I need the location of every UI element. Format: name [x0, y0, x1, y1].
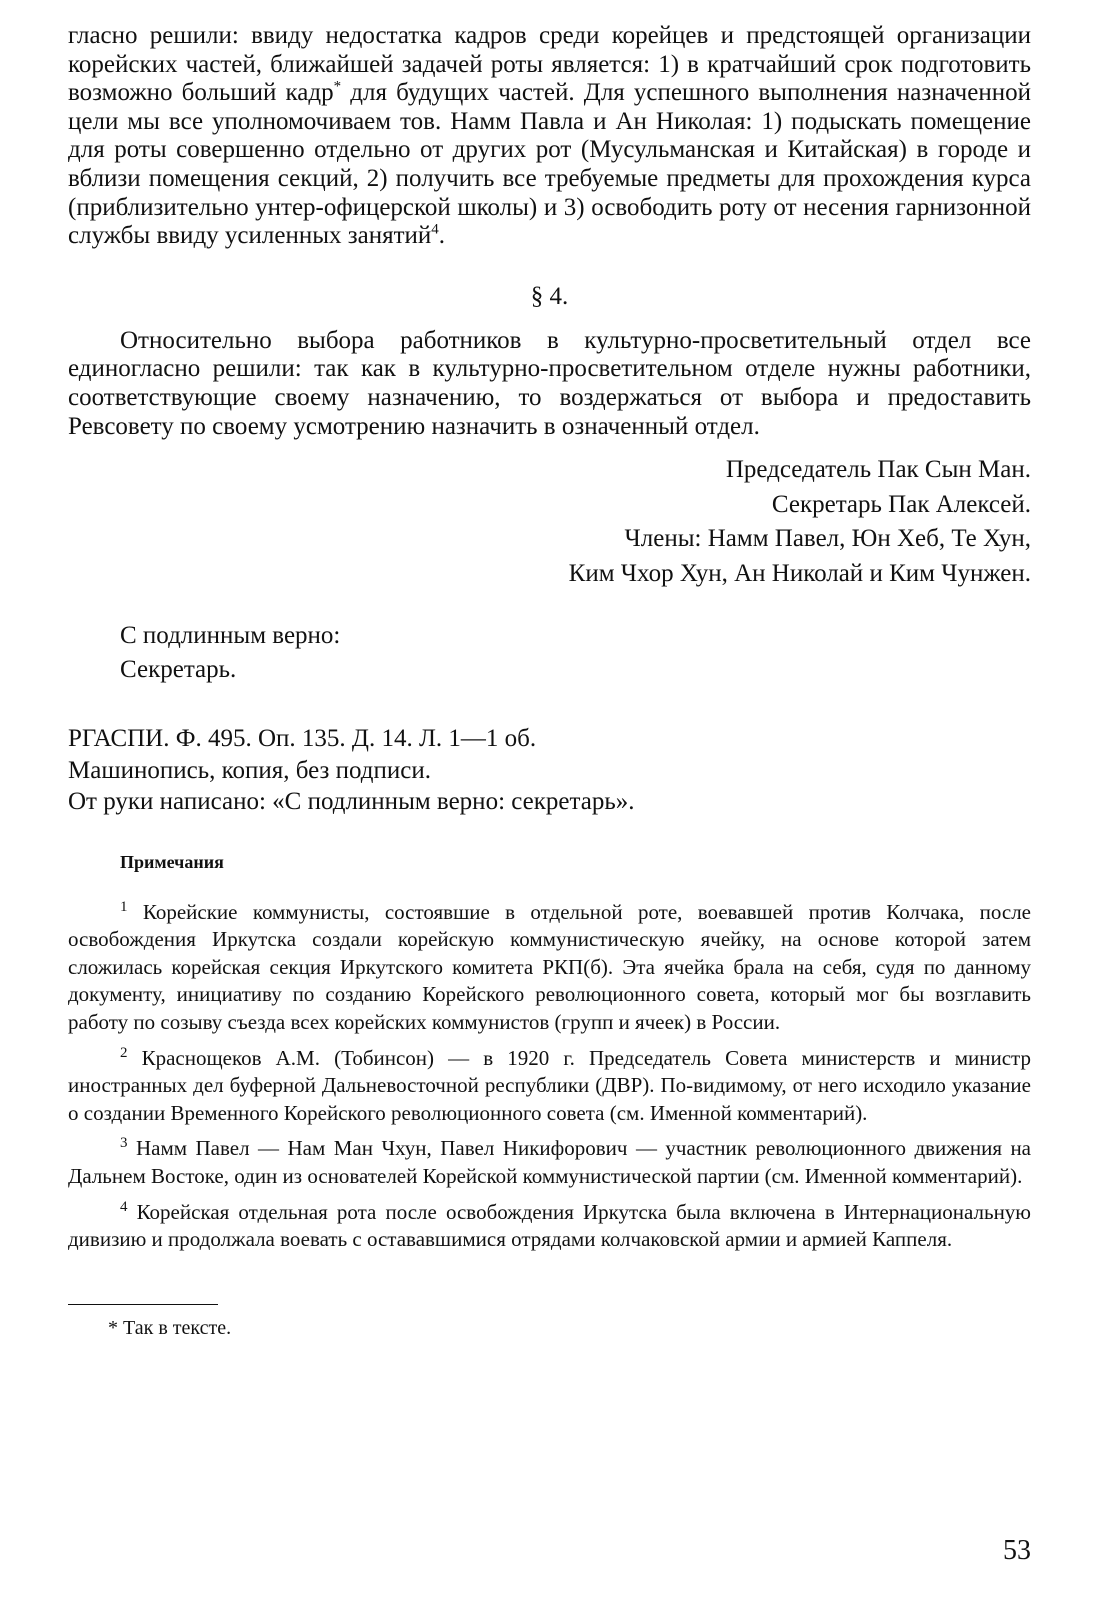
note-number: 1	[120, 898, 128, 915]
section-heading: § 4.	[530, 282, 569, 310]
note-item	[68, 1199, 1031, 1254]
signature-members-continued: Ким Чхор Хун, Ан Николай и Ким Чунжен.	[568, 559, 1031, 587]
signature-block	[68, 453, 1031, 591]
certification-block	[120, 619, 1031, 687]
note-text: Краснощеков А.М. (Тобинсон) — в 1920 г. Председатель Совета министерств и министр иностранных дел буферной Дальневосточной республики (ДВР). По-видимому, от него исходило указание о создании Временного Корейского революционного совета (см. Именной комментарий).	[68, 1045, 1031, 1125]
paragraph-resolution-3	[68, 22, 1031, 251]
archive-handwritten-note: От руки написано: «С подлинным верно: секретарь».	[68, 788, 635, 816]
paragraph-text: гласно решили: ввиду недостатка кадров среди корейцев и предстоящей организации корейских частей, ближайшей задачей роты является: 1) в кратчайший срок подготовить возможно больший кадр	[68, 22, 1031, 107]
certification-line: С подлинным верно:	[120, 622, 341, 650]
signature-secretary: Секретарь Пак Алексей.	[771, 490, 1031, 518]
note-number: 4	[120, 1198, 128, 1215]
note-item	[68, 1045, 1031, 1128]
paragraph-end: .	[438, 222, 446, 250]
note-item	[68, 1135, 1031, 1190]
footnote-divider	[68, 1304, 218, 1305]
document-page	[68, 22, 1031, 1340]
note-number: 3	[120, 1135, 128, 1152]
archive-type: Машинопись, копия, без подписи.	[68, 756, 432, 784]
notes-heading: Примечания	[120, 851, 224, 872]
note-text: Корейские коммунисты, состоявшие в отдельной роте, воевавшей против Колчака, после освобождения Иркутска создали корейскую коммунистическую ячейку, на основе которой затем сложилась корейская секция Иркутского комитета РКП(б). Эта ячейка брала на себя, судя по данному документу, инициативу по созданию Корейского революционного совета, который мог бы возглавить работу по созыву съезда всех корейских коммунистов (групп и ячеек) в России.	[68, 899, 1031, 1034]
note-reference: 4	[431, 221, 439, 238]
note-text: Намм Павел — Нам Ман Чхун, Павел Никифорович — участник революционного движения на Дальнем Востоке, один из основателей Корейской коммунистической партии (см. Именной комментарий).	[68, 1136, 1031, 1188]
notes-list	[68, 899, 1031, 1254]
archive-citation: РГАСПИ. Ф. 495. Оп. 135. Д. 14. Л. 1—1 об.	[68, 725, 537, 753]
paragraph-text-continued: для будущих частей. Для успешного выполнения назначенной цели мы все уполномочиваем тов. Намм Павла и Ан Николая: 1) подыскать помещение для роты совершенно отдельно от других рот (Мусульманская и Китайская) в городе и вблизи помещения секций, 2) получить все требуемые предметы для прохождения курса (приблизительно унтер-офицерской школы) и 3) освободить роту от несения гарнизонной службы ввиду усиленных занятий	[68, 79, 1031, 250]
footnote-marker: *	[333, 78, 342, 95]
paragraph-resolution-4: Относительно выбора работников в культурно-просветительный отдел все единогласно решили: так как в культурно-просветительном отделе нужны работники, соответствующие своему назначению, то воздержаться от выбора и предоставить Ревсовету по своему усмотрению назначить в означенный отдел.	[68, 326, 1031, 440]
signature-chairman: Председатель Пак Сын Ман.	[725, 456, 1031, 484]
note-text: Корейская отдельная рота после освобождения Иркутска была включена в Интернациональную дивизию и продолжала воевать с остававшимися отрядами колчаковской армии и армией Каппеля.	[68, 1199, 1031, 1252]
signature-members: Члены: Намм Павел, Юн Хеб, Те Хун,	[624, 525, 1031, 553]
note-number: 2	[120, 1044, 128, 1061]
footnote: * Так в тексте.	[108, 1316, 232, 1339]
page-number: 53	[1003, 1535, 1031, 1566]
note-item	[68, 899, 1031, 1037]
archive-reference	[68, 723, 1031, 818]
certification-secretary: Секретарь.	[120, 656, 237, 684]
